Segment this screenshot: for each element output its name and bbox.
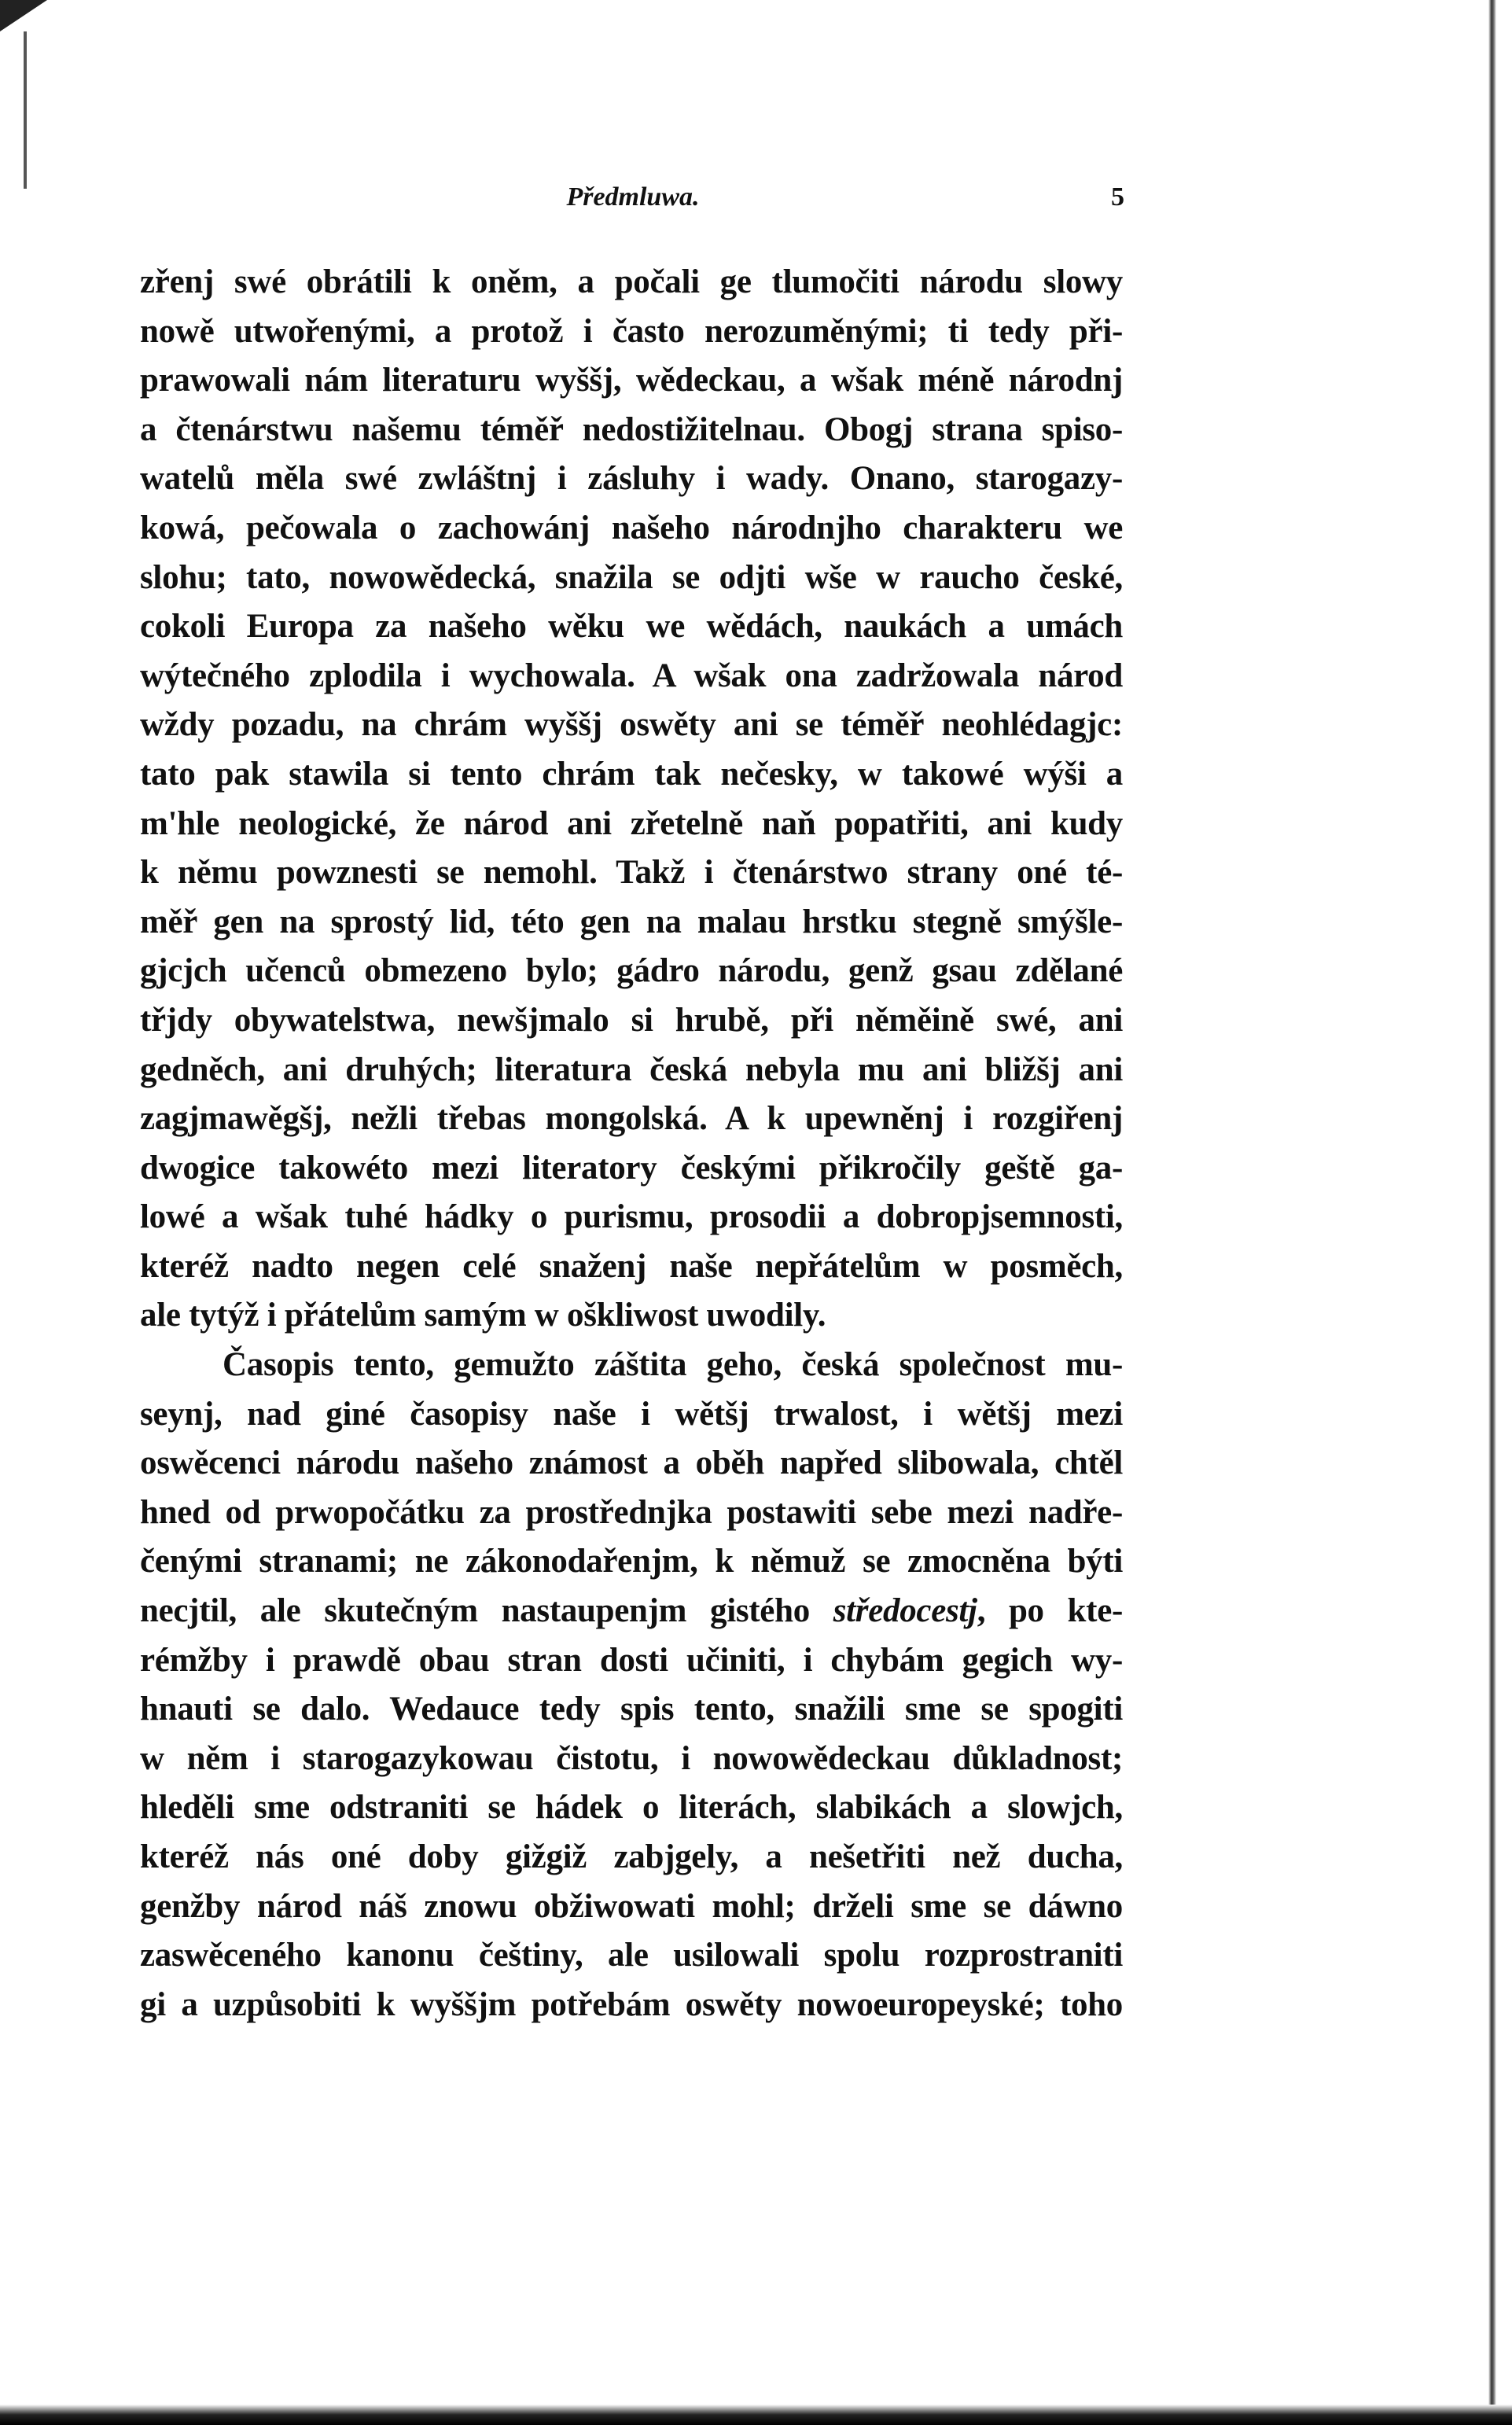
scan-edge-left <box>24 31 27 189</box>
text-line: čenými stranami; ne zákonodařenjm, k němuž se zmocněna býti <box>140 1543 1123 1580</box>
running-title: Předmluwa. <box>566 182 700 212</box>
text-line: dwogice takowéto mezi literatory českými přikročily geště ga- <box>140 1149 1123 1187</box>
text-line: kowá, pečowala o zachowánj našeho národnjho charakteru we <box>140 509 1123 546</box>
text-line: zřenj swé obrátili k oněm, a počali ge tlumočiti národu slowy <box>140 263 1123 300</box>
text-line: m'hle neologické, že národ ani zřetelně naň popatřiti, ani kudy <box>140 804 1123 842</box>
text-line: a čtenárstwu našemu téměř nedostižitelnau. Obogj strana spiso- <box>140 410 1123 448</box>
text-line: gjcjch učenců obmezeno bylo; gádro národu, genž gsau zdělané <box>140 952 1123 990</box>
scan-edge-top <box>0 0 47 31</box>
text-line: gedněch, ani druhých; literatura česká nebyla mu ani bližšj ani <box>140 1051 1123 1088</box>
text-line: wýtečného zplodila i wychowala. A wšak ona zadržowala národ <box>140 657 1123 694</box>
text-line: kteréž nás oné doby gižgiž zabjgely, a nešetřiti než ducha, <box>140 1838 1123 1875</box>
text-line: zagjmawěgšj, nežli třebas mongolská. A k upewněnj i rozgiřenj <box>140 1100 1123 1138</box>
text-line: tato pak stawila si tento chrám tak nečesky, w takowé wýši a <box>140 755 1123 793</box>
text-line: w něm i starogazykowau čistotu, i nowowědeckau důkladnost; <box>140 1739 1123 1777</box>
page-header <box>142 182 1124 222</box>
text-line: prawowali nám literaturu wyššj, wědeckau, a wšak méně národnj <box>140 362 1123 399</box>
text-line: watelů měla swé zwláštnj i zásluhy i wady. Onano, starogazy- <box>140 460 1123 498</box>
text-line: měř gen na sprostý lid, této gen na malau hrstku stegně smýšle- <box>140 903 1123 940</box>
scan-edge-bottom <box>0 2405 1512 2425</box>
paragraph-end-line: ale tytýž i přátelům samým w oškliwost uwodily. <box>140 1297 826 1334</box>
text-segment: , po kte- <box>977 1592 1123 1630</box>
text-line: seynj, nad giné časopisy naše i wětšj trwalost, i wětšj mezi <box>140 1395 1123 1433</box>
text-line: hned od prwopočátku za prostřednjka postawiti sebe mezi nadře- <box>140 1493 1123 1531</box>
text-line: lowé a wšak tuhé hádky o purismu, prosodii a dobropjsemnosti, <box>140 1198 1123 1236</box>
text-line: nowě utwořenými, a protož i často nerozuměnými; ti tedy při- <box>140 312 1123 350</box>
page-number: 5 <box>1111 182 1124 212</box>
text-line: cokoli Europa za našeho wěku we wědách, naukách a umách <box>140 608 1123 646</box>
text-line-with-italic <box>140 1587 1123 1636</box>
scan-edge-right <box>1488 0 1496 2425</box>
text-line: oswěcenci národu našeho známost a oběh napřed slibowala, chtěl <box>140 1444 1123 1482</box>
text-line: rémžby i prawdě obau stran dosti učiniti, i chybám gegich wy- <box>140 1641 1123 1679</box>
text-line: hnauti se dalo. Wedauce tedy spis tento, snažili sme se spogiti <box>140 1691 1123 1728</box>
paragraph-start-line: Časopis tento, gemužto záštita geho, česká společnost mu- <box>223 1346 1123 1384</box>
text-line: zaswěceného kanonu češtiny, ale usilowali spolu rozprostraniti <box>140 1937 1123 1974</box>
text-segment: necjtil, ale skutečným nastaupenjm gistého <box>140 1592 833 1630</box>
text-line: kteréž nadto negen celé snaženj naše nepřátelům w posměch, <box>140 1247 1123 1285</box>
body-text <box>140 258 1123 2029</box>
text-line: třjdy obywatelstwa, newšjmalo si hrubě, při něměině swé, ani <box>140 1001 1123 1039</box>
italic-emphasis: středocestj <box>833 1592 977 1630</box>
text-line: slohu; tato, nowowědecká, snažila se odjti wše w raucho české, <box>140 558 1123 596</box>
text-line: gi a uzpůsobiti k wyššjm potřebám oswěty nowoeuropeyské; toho <box>140 1985 1123 2023</box>
text-line: hleděli sme odstraniti se hádek o literách, slabikách a slowjch, <box>140 1789 1123 1827</box>
text-line: wždy pozadu, na chrám wyššj oswěty ani se téměř neohlédagjc: <box>140 706 1123 744</box>
text-line: genžby národ náš znowu obžiwowati mohl; drželi sme se dáwno <box>140 1887 1123 1925</box>
text-line: k němu powznesti se nemohl. Takž i čtenárstwo strany oné té- <box>140 854 1123 892</box>
